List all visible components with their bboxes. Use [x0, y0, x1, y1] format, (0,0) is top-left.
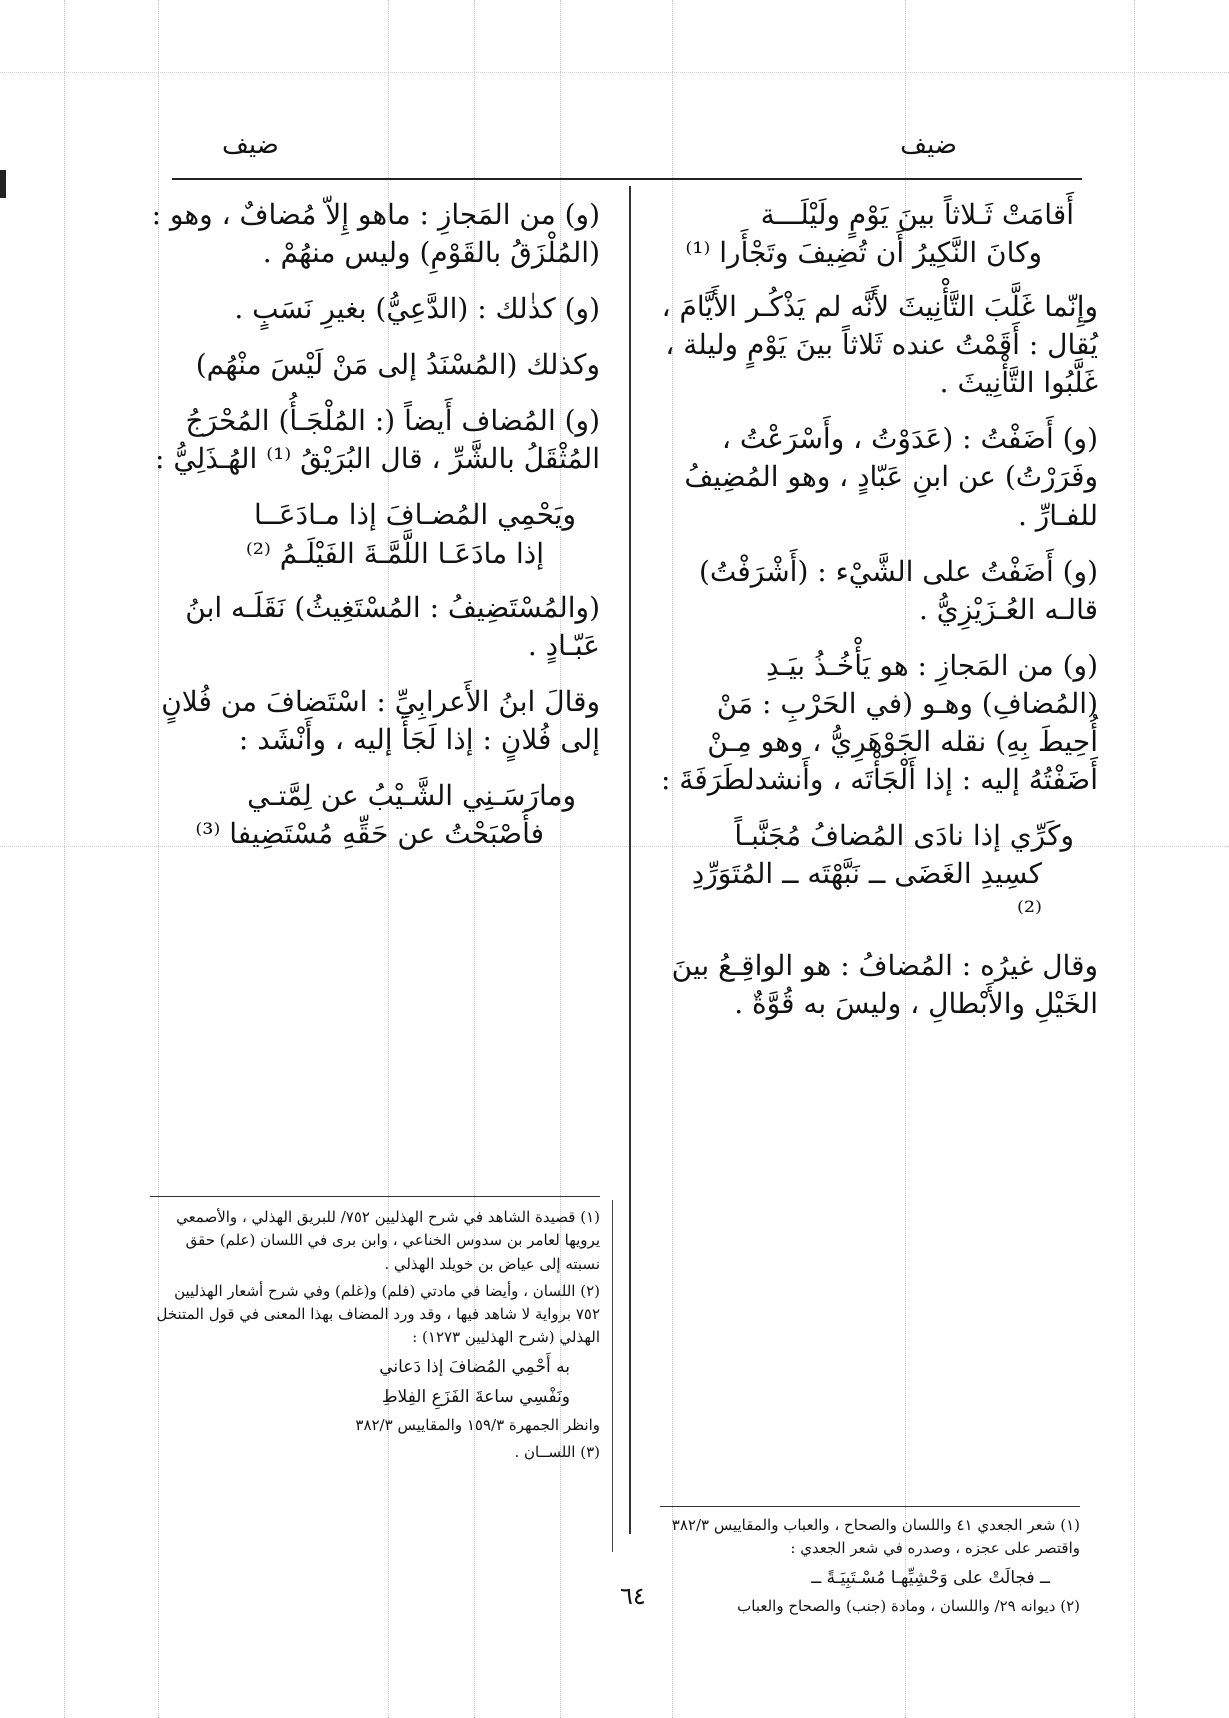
verse-line: إذا مادَعَـا اللَّمَّـةَ الفَيْلَـمُ ⁽²⁾ — [245, 536, 544, 570]
paragraph: وكذلك (المُسْنَدُ إلى مَنْ لَيْسَ منْهُم) — [195, 348, 600, 382]
verse-line: ومارَسَـنِي الشَّـيْبُ عن لِمَّتـي — [247, 778, 576, 812]
column-divider-secondary — [612, 1200, 613, 1552]
verse — [150, 777, 600, 853]
page-number: ٦٤ — [620, 1582, 646, 1610]
paragraph: (و) أَضَفْتُ : (عَدَوْتُ ، وأَسْرَعْتُ ، وفَرَرْتُ) عن ابنِ عَبّادٍ ، وهو المُضِيفُ للفـارِّ . — [684, 422, 1098, 532]
verse-line: فأَصْبَحْتُ عن حَقِّهِ مُسْتَضِيفا ⁽³⁾ — [195, 817, 544, 851]
column-divider — [629, 186, 631, 1534]
scan-guide-line — [64, 0, 65, 1718]
paragraph: (و) من المَجازِ : ماهو إِلاّ مُضافٌ ، وهو : (المُلْزَقُ بالقَوْمِ) وليس منهُمْ . — [151, 198, 600, 270]
scan-guide-line — [1134, 0, 1135, 1718]
footnote-verse: ــ فجالَتْ على وَحْشِيِّهـا مُسْـتَبِيَـةً ــ — [811, 1567, 1050, 1588]
footnote: (٢) اللسان ، وأيضا في مادتي (فلم) و(غلم) وفي شرح أشعار الهذليين ٧٥٢ برواية لا شاهد فيها ، وقد ورد المضاف بهذا المعنى في قول المتنخل الهذلي (شرح الهذليين ١٢٧٣) : — [156, 1281, 600, 1347]
footnote-verse: ونَفْسِي ساعةَ الفَزَعِ الفِلاطِ — [381, 1386, 570, 1407]
verse-line: أَقامَتْ ثَـلاثاً بينَ يَوْمٍ ولَيْلَـــة — [760, 198, 1074, 231]
footnote-verse: به أَحْمِي المُضافَ إذا دَعاني — [379, 1356, 570, 1377]
paragraph: (و) المُضاف أَيضاً (: المُلْجَـأُ) المُحْرَجُ المُثْقَلُ بالشَّرِّ ، قال البُرَيْقُ ⁽¹⁾ الهُـذَلِيُّ : — [155, 404, 600, 476]
footnote: وانظر الجمهرة ١٥٩/٣ والمقاييس ٣٨٢/٣ — [355, 1416, 600, 1435]
paragraph: (و) من المَجازِ : هو يَأْخُـذُ بيَـدِ (المُضافِ) وهـو (في الحَرْبِ : مَنْ أُحِيطَ بِهِ) نقله الجَوْهَرِيُّ ، وهو مِـنْ أَضَفْتُهُ إليه : إذا أَلْجَأْتَه ، وأَنشدلطَرَفَةَ : — [660, 648, 1098, 797]
header-rule — [172, 178, 1082, 180]
footnote-rule — [150, 1196, 600, 1197]
verse-line: كسِيدِ الغَضَى ــ نَبَّهْتَه ــ المُتَوَرِّدِ ⁽²⁾ — [691, 857, 1042, 929]
scan-edge-mark — [0, 170, 6, 198]
paragraph: وقالَ ابنُ الأَعرابِيِّ : اسْتَضافَ من فُلانٍ إلى فُلانٍ : إذا لَجَأَ إليه ، وأَنْشَد : — [161, 684, 600, 756]
running-header-right: ضيف — [900, 130, 957, 160]
running-header-left: ضيف — [222, 130, 279, 160]
paragraph: (والمُسْتَضِيفُ : المُسْتَغِيثُ) نَقَلَـه ابنُ عَبّـادٍ . — [185, 590, 600, 662]
footnote: (٣) اللســان . — [514, 1443, 600, 1462]
left-column — [150, 196, 600, 869]
right-column — [658, 196, 1098, 1041]
footnote: (٢) ديوانه ٢٩/ واللسان ، ومادة (جنب) والصحاح والعباب — [737, 1596, 1080, 1615]
footnote-rule — [660, 1506, 1080, 1507]
paragraph: وإِنّما غَلَّبَ التَّأْنِيثَ لأَنَّه لم يَذْكُـر الأَيَّامَ ، يُقال : أَقَمْتُ عنده ثَلاثاً بينَ يَوْمٍ وليلة ، غَلَّبُوا التَّأْنِيثَ . — [661, 290, 1098, 400]
verse-line: وكَرِّي إذا نادَى المُضافُ مُجَنَّبـاً — [734, 819, 1074, 853]
footnote: (١) قصيدة الشاهد في شرح الهذليين ٧٥٢/ للبريق الهذلي ، والأصمعي يرويها لعامر بن سدوس الخناعي ، وابن برى في اللسان (علم) حقق نسبته إلى عياض بن خويلد الهذلي . — [176, 1208, 600, 1273]
footnotes-left — [150, 1206, 600, 1469]
paragraph: (و) أَضَفْتُ على الشَّيْء : (أَشْرَفْتُ) قالـه العُـزَيْزِيُّ . — [698, 554, 1098, 626]
paragraph: (و) كذٰلك : (الدَّعِيُّ) بغيرِ نَسَبٍ . — [234, 292, 600, 326]
footnotes-right — [660, 1514, 1080, 1622]
footnote: (١) شعر الجعدي ٤١ واللسان والصحاح ، والعباب والمقاييس ٣٨٢/٣ واقتصر على عجزه ، وصدره في شعر الجعدي : — [671, 1516, 1080, 1558]
verse-line: وكانَ النَّكِيرُ أَن تُضِيفَ وتَجْأَرا ⁽¹⁾ — [685, 236, 1042, 270]
scan-guide-line — [0, 72, 1229, 73]
verse — [150, 496, 600, 572]
verse — [658, 196, 1098, 272]
paragraph: وقال غيرُه : المُضافُ : هو الواقِـعُ بينَ الخَيْلِ والأَبْطالِ ، وليسَ به قُوَّةٌ . — [671, 949, 1098, 1021]
verse — [658, 817, 1098, 931]
verse-line: ويَحْمِي المُضـافَ إذا مـادَعَــا — [253, 498, 576, 532]
